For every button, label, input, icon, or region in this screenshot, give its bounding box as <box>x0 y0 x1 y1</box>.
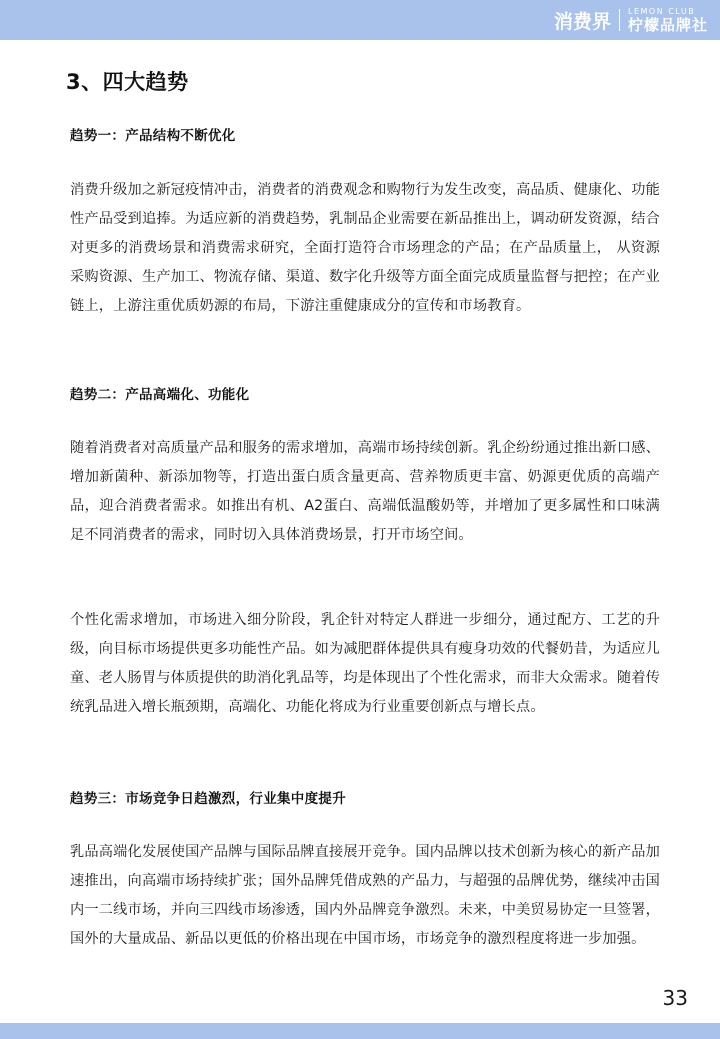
brand-sub-en: LEMON CLUB <box>627 6 696 16</box>
brand-sub <box>628 8 708 33</box>
trend-2-paragraph-1: 随着消费者对高质量产品和服务的需求增加，高端市场持续创新。乳企纷纷通过推出新口感、增加新菌种、新添加物等，打造出蛋白质含量更高、营养物质更丰富、奶源更优质的高端产品，迎合消费者需求。如推出有机、A2蛋白、高端低温酸奶等，并增加了更多属性和口味满足不同消费者的需求，同时切入具体消费场景，打开市场空间。 <box>70 440 660 543</box>
brand-main-text: 消费界 <box>553 10 611 33</box>
brand-divider <box>619 9 620 31</box>
section-title: 3、四大趋势 <box>66 70 189 94</box>
trend-3-paragraph-1: 乳品高端化发展使国产品牌与国际品牌直接展开竞争。国内品牌以技术创新为核心的新产品加速推出，向高端市场持续扩张；国外品牌凭借成熟的产品力，与超强的品牌优势，继续冲击国内一二线市场，并向三四线市场渗透，国内外品牌竞争激烈。未来，中美贸易协定一旦签署，国外的大量成品、新品以更低的价格出现在中国市场，市场竞争的激烈程度将进一步加强。 <box>70 844 660 947</box>
trend-3-heading: 趋势三：市场竞争日趋激烈，行业集中度提升 <box>70 791 346 807</box>
trend-1-heading: 趋势一：产品结构不断优化 <box>70 128 236 144</box>
header-band <box>0 0 720 40</box>
trend-2-heading: 趋势二：产品高端化、功能化 <box>70 387 250 403</box>
brand-sub-cn: 柠檬品牌社 <box>627 15 708 34</box>
trend-1-paragraph-1: 消费升级加之新冠疫情冲击，消费者的消费观念和购物行为发生改变，高品质、健康化、功能性产品受到追捧。为适应新的消费趋势，乳制品企业需要在新品推出上，调动研发资源，结合对更多的消费场景和消费需求研究，全面打造符合市场理念的产品；在产品质量上， 从资源采购资源、生产加工、物流存储、渠道、数字化升级等方面全面完成质量监督与把控；在产业链上，上游注重优质奶源的布局，下游注重健康成分的宣传和市场教育。 <box>70 182 660 314</box>
footer-band <box>0 1023 720 1039</box>
brand-logo <box>554 4 708 36</box>
page-number: 33 <box>662 986 688 1010</box>
trend-2-paragraph-2: 个性化需求增加，市场进入细分阶段，乳企针对特定人群进一步细分，通过配方、工艺的升级，向目标市场提供更多功能性产品。如为减肥群体提供具有瘦身功效的代餐奶昔，为适应儿童、老人肠胃与体质提供的助消化乳品等，均是体现出了个性化需求，而非大众需求。随着传统乳品进入增长瓶颈期，高端化、功能化将成为行业重要创新点与增长点。 <box>70 612 660 715</box>
